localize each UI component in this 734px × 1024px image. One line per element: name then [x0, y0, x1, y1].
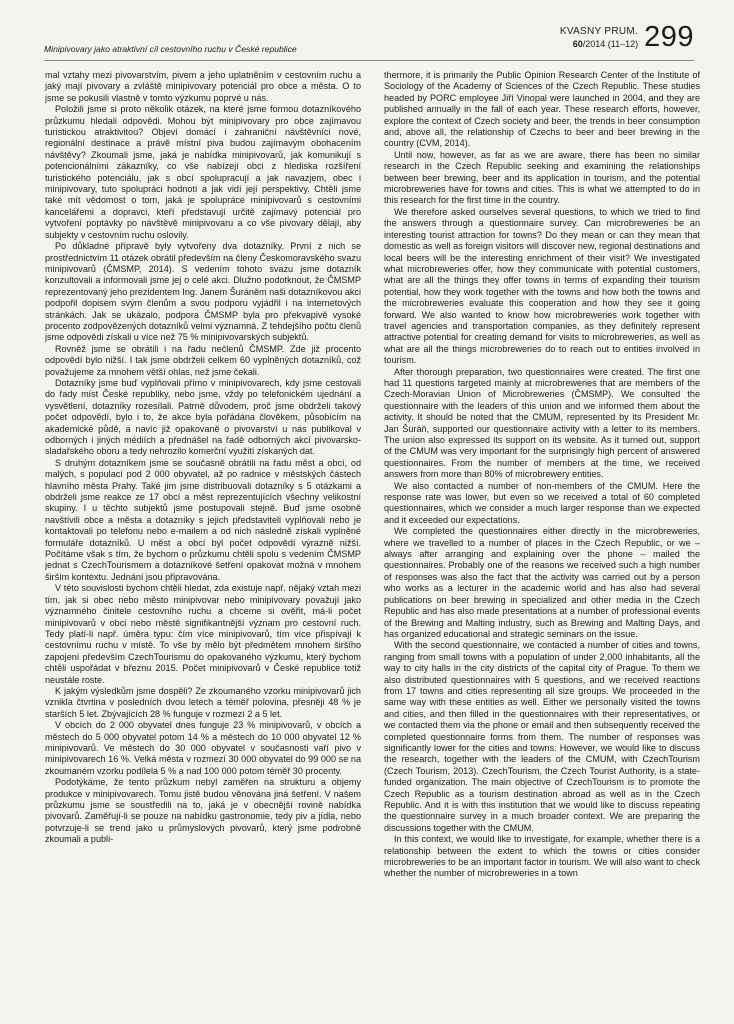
paragraph: V obcích do 2 000 obyvatel dnes funguje 23 % minipivovarů, v obcích a městech do 5 000 obyvatel potom 14 % a městech do 10 000 obyvatel 12 % minipivovarů. Ve městech do 30 000 obyvatel v současnosti vaří pivo v minipivovarech 16 %. Velká města v rozmezí 30 000 obyvatel do 99 000 se na zkoumaném vzorku podílela 5 % a nad 100 000 potom téměř 30 procenty. [45, 720, 361, 776]
paragraph: V této souvislosti bychom chtěli hledat, zda existuje např. nějaký vztah mezi tím, jak si obec nebo město minipivovar nebo minipivovary považují jako významného činitele cestovního ruchu a chceme si ověřit, má-li počet minipivovarů v obci nebo městě signifikantnější význam pro cestovní ruch. Tedy platí-li např. úměra typu: čím více minipivovarů, tím více přispívají k cestovnímu ruchu v místě. To vše by mělo být předmětem mnohem širšího zapojení především CzechTourismu do opakovaného výzkumu, který bychom chtěli uspořádat v březnu 2015. Počet minipivovarů v České republice totiž neustále roste. [45, 583, 361, 685]
journal-issue [560, 38, 638, 50]
paragraph: We therefore asked ourselves several questions, to which we tried to find the answers through a questionnaire survey. Can microbreweries be an interesting tourist attraction for towns? Do they mean or can they mean that domestic as well as foreign visitors will discover new, regional destinations and local beers will be the interesting enrichment of their visit? We investigated what microbreweries offer, how they communicate with potential customers, what are all the things they offer towns in terms of expanding their tourism potential, how they work together with the towns and how both the towns and the microbreweries evaluate this cooperation and how they see it going forward. We also wanted to know how microbreweries work together with travel agencies and transportation companies, as they definitely represent attractive potential for creating demand for visits to microbreweries, as well as what are all the things microbreweries do to reach out to entities involved in tourism. [384, 206, 700, 366]
paragraph: We also contacted a number of non-members of the CMUM. Here the response rate was lower, but even so we received a total of 60 completed questionnaires, which we consider a much larger response than we expected and it exceeded our expectations. [384, 480, 700, 525]
header-rule [44, 60, 694, 61]
paragraph: Rovněž jsme se obrátili i na řadu nečlenů ČMSMP. Zde již procento odpovědí bylo nižší. I tak jsme obdrželi celkem 60 vyplněných dotazníků, což považujeme za mnohem větší ohlas, než jsme čekali. [45, 343, 361, 377]
paragraph: thermore, it is primarily the Public Opinion Research Center of the Institute of Sociology of the Academy of Sciences of the Czech Republic. These studies headed by PORC employee Jiří Vinopal were launched in 2004, and they are published annually in the fall of each year. These research efforts, however, explore the context of Czech society and beer, the trends in beer consumption and, above all, the relationship of Czechs to beer and beer brewing in the country (CVM, 2014). [384, 70, 700, 149]
paragraph: Podotýkáme, že tento průzkum nebyl zaměřen na strukturu a objemy produkce v minipivovarech. Tomu jistě budou věnována jiná šetření. V našem průzkumu jsme se soustředili na to, jaká je v obecnější rovině nabídka pivovarů. Zaměřují-li se pouze na nabídku gastronomie, tedy piv a jídla, nebo potvrzuje-li se trend jako u průmyslových pivovarů, který jsme podrobně zkoumali a publi- [45, 777, 361, 845]
paragraph: We completed the questionnaires either directly in the microbreweries, where we travelled to a number of places in the Czech Republic, or we – always after arranging and explaining over the phone – mailed the questionnaires. Probably one of the reasons we received such a high number of responses was also the fact that the activity was carried out by a person who works as a lecturer in the academic world and has also had several publications on beer brewing in specialized and other media in the Czech Republic and has also made presentations at a number of professional events of the Brewing and Malting industry, such as Brewing and Malting Days, and has organized educational and strategic seminars on the issue. [384, 526, 700, 639]
paragraph: Dotazníky jsme buď vyplňovali přímo v minipivovarech, kdy jsme cestovali do řady míst České republiky, nebo jsme, vždy po telefonickém ujednání a vysvětlení, dotazníky rozesílali. Patrně důvodem, proč jsme obdrželi takový počet odpovědí, bylo i to, že akce byla pořádána člověkem, působícím na akademické půdě, a navíc již opakovaně o pivovarství u nás publikoval v odborných i jiných médiích a přednášel na řadě odborných akcí pivovarsko-sladařského oboru a tedy nehrozilo komerční využití získaných dat. [45, 377, 361, 457]
running-title: Minipivovary jako atraktivní cíl cestovního ruchu v České republice [44, 44, 297, 54]
paragraph: In this context, we would like to investigate, for example, whether there is a relationship between the extent to which the towns or cities consider microbreweries to be an important factor in tourism. We will also want to check whether the number of microbreweries in a town [384, 834, 700, 879]
left-column-czech [45, 70, 361, 1015]
journal-info [560, 22, 694, 52]
paragraph: K jakým výsledkům jsme dospěli? Ze zkoumaného vzorku minipivovarů jich vznikla čtvrtina v posledních dvou letech a téměř polovina, přesněji 48 % je starších 5 let. Zbývajících 28 % funguje v rozmezí 2 a 5 let. [45, 685, 361, 719]
paragraph: After thorough preparation, two questionnaires were created. The first one had 11 questions targeted mainly at microbreweries that are members of the Czech-Moravian Union of Microbreweries (ČMSMP). We consulted the questionnaire with the leaders of this union and we informed them about the activity. It should be noted that the CMUM, represented by its President Mr. Jan Šuráň, supported our questionnaire activity with a letter to its members. The union also expressed its support on its website. As it turned out, support of the CMUM was very important for the surprisingly high percent of answered questionnaires. From the number of members at the time, we received answers from more than 80% of microbrewery entities. [384, 366, 700, 480]
paragraph: mal vztahy mezi pivovarstvím, pivem a jeho uplatněním v cestovním ruchu a jaký mají pivovary a zvláště minipivovary potenciál pro obce a města. O to jsme se pokusili vlastně v tomto výzkumu poprvé u nás. [45, 70, 361, 103]
journal-name: KVASNY PRUM. [559, 26, 639, 37]
right-column-english [384, 70, 700, 1015]
page-header [44, 22, 694, 58]
journal-text [560, 22, 638, 50]
issue-detail: /2014 (11–12) [582, 39, 639, 49]
issue-volume: 60 [572, 39, 583, 49]
paragraph: Until now, however, as far as we are aware, there has been no similar research in the Czech Republic seeking and examining the relationships between beer brewing, beer and its application in tourism, and the potential microbreweries have for towns and cities. This is what we attempted to do in this research for the first time in the country. [384, 149, 700, 206]
paragraph: S druhým dotazníkem jsme se současně obrátili na řadu měst a obcí, od malých, s populací pod 2 000 obyvatel, až po radnice v městských částech hlavního města Prahy. Také jim jsme distribuovali dotazníky s 5 otázkami a obdrželi jsme reakce ze 17 obcí a měst reprezentujících všechny velikostní skupiny. I u těchto subjektů jsme postupovali stejně. Buď jsme osobně navštívili obce a města a dotazníky s jejich představiteli vyplňovali nebo je kontaktovali po telefonu nebo e-mailem a od nich následně získali vyplněné formuláře dotazníků. U měst a obcí byl počet odpovědí výrazně nižší. Počítáme však s tím, že bychom o průzkumu chtěli spolu s vedením ČMSMP jednat s CzechTourismem a dotazníkové šetření opakovat možná v mnohem širším kontextu. Jednání jsou připravována. [45, 457, 361, 582]
paragraph: Po důkladné přípravě byly vytvořeny dva dotazníky. První z nich se prostřednictvím 11 otázek obrátil především na členy Českomoravského svazu minipivovarů (ČMSMP, 2014). S vedením tohoto svazu jsme dotazník konzultovali a informovali jsme jej o celé akci. Dlužno podotknout, že ČMSMP reprezentovaný jeho prezidentem Ing. Janem Šuráněm naši dotazníkovou akci podpořil dopisem svým členům a svou podporu vyjádřil i na internetových stránkách. Jak se ukázalo, podpora ČMSMP byla pro překvapivě vysoké procento zodpovězených dotazníků velmi významná. Z tehdejšího počtu členů jsme odpovědi získali u více než 75 % minipivovarských subjektů. [45, 241, 361, 343]
page-number: 299 [644, 21, 694, 53]
paragraph: With the second questionnaire, we contacted a number of cities and towns, ranging from small towns with a population of under 2,000 inhabitants, all the way to city halls in the city districts of the capital city of Prague. To them we also distributed questionnaires with 5 questions, and we received reactions from 17 towns and cities representing all size groups. We proceeded in the same way with these entities as well. Either we personally visited the towns and cities, and then filled in the questionnaires with their representatives, or we contacted them via the phone or email and then subsequently received the completed questionnaire forms from them. The number of responses was significantly lower for the cities and towns. However, we would like to discuss the research, together with the leaders of the CMUM, with CzechTourism (Czech Tourism, 2013). CzechTourism, the Czech Tourist Authority, is a state-funded organization. The main objective of CzechTourism is to promote the Czech Republic as a tourism destination abroad as well as in the Czech Republic. And it is with this institution that we would like to discuss repeating the questionnaire survey in a much broader context. We are preparing the discussions together with the CMUM. [384, 640, 700, 833]
paragraph: Položili jsme si proto několik otázek, na které jsme formou dotazníkového průzkumu hledali odpovědi. Mohou být minipivovary pro obce zajímavou turistickou atraktivitou? Objeví domácí i zahraniční návštěvníci nové, regionální destinace a právě místní piva budou zajímavým obohacením návštěvy? Zkoumali jsme, jaká je nabídka minipivovarů, jak komunikují s potencionálními zákazníky, co vše nabízejí obci z hlediska rozšíření turistického potenciálu, jak s obcí spolupracují a jak navazjem, obec i minipivovary, tuto spolupráci hodnotí a jak vidí její perspektivy. Chtěli jsme také mít vědomost o tom, jaká je spolupráce minipivovarů s cestovními kancelářemi a dopravci, kteří představují určitě zajímavý potenciál pro vytvoření poptávky po návštěvě minipivovaru a co vše pivovary dělají, aby subjekty v cestovním ruchu oslovily. [45, 104, 361, 240]
